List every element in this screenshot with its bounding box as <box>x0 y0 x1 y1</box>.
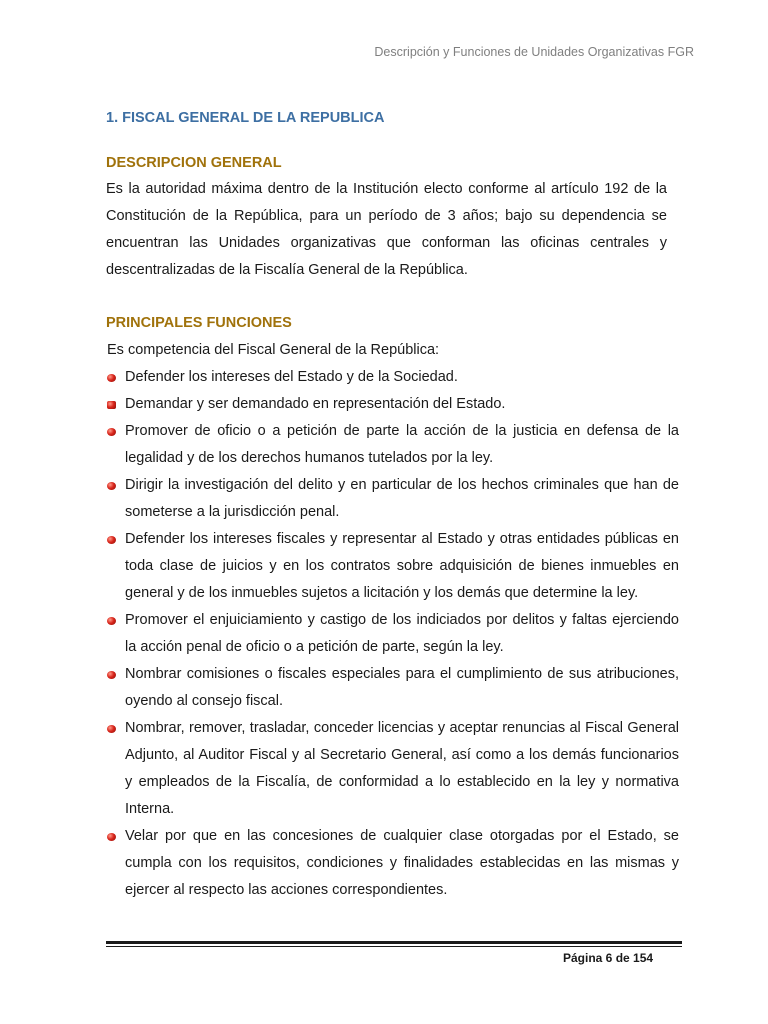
descripcion-heading: DESCRIPCION GENERAL <box>106 155 282 171</box>
funciones-heading: PRINCIPALES FUNCIONES <box>106 315 292 331</box>
red-bullet-icon <box>107 482 116 490</box>
running-header: Descripción y Funciones de Unidades Organizativas FGR <box>374 45 694 59</box>
list-item <box>106 823 679 904</box>
red-bullet-icon <box>107 833 116 841</box>
list-item-text: Dirigir la investigación del delito y en particular de los hechos criminales que han de someterse a la jurisdicción penal. <box>125 477 679 520</box>
list-item <box>106 391 679 418</box>
list-item-text: Defender los intereses fiscales y representar al Estado y otras entidades públicas en toda clase de juicios y en los contratos sobre adquisición de bienes inmuebles en general y de los inmuebles sujetos a licitación y los demás que determine la ley. <box>125 531 679 601</box>
list-item-text: Nombrar comisiones o fiscales especiales para el cumplimiento de sus atribuciones, oyendo al consejo fiscal. <box>125 666 679 709</box>
descripcion-paragraph: Es la autoridad máxima dentro de la Institución electo conforme al artículo 192 de la Constitución de la República, para un período de 3 años; bajo su dependencia se encuentran las Unidades organizativas que conforman las oficinas centrales y descentralizadas de la Fiscalía General de la República. <box>106 181 667 278</box>
list-item-text: Promover de oficio o a petición de parte la acción de la justicia en defensa de la legalidad y de los derechos humanos tutelados por la ley. <box>125 423 679 466</box>
red-bullet-icon <box>107 401 116 409</box>
red-bullet-icon <box>107 536 116 544</box>
list-item <box>106 418 679 472</box>
page-number: Página 6 de 154 <box>563 951 654 965</box>
list-item-text: Velar por que en las concesiones de cualquier clase otorgadas por el Estado, se cumpla con los requisitos, condiciones y finalidades establecidas en las mismas y ejercer al respecto las acciones correspondientes. <box>125 828 679 898</box>
list-item <box>106 607 679 661</box>
list-item <box>106 661 679 715</box>
funciones-intro: Es competencia del Fiscal General de la República: <box>107 342 440 358</box>
red-bullet-icon <box>107 428 116 436</box>
list-item-text: Demandar y ser demandado en representación del Estado. <box>125 396 506 412</box>
red-bullet-icon <box>107 725 116 733</box>
list-item-text: Promover el enjuiciamiento y castigo de los indiciados por delitos y faltas ejerciendo la acción penal de oficio o a petición de parte, según la ley. <box>125 612 679 655</box>
funciones-list <box>106 364 680 904</box>
list-item <box>106 364 679 391</box>
list-item-text: Defender los intereses del Estado y de la Sociedad. <box>125 369 458 385</box>
list-item <box>106 715 679 823</box>
footer-divider <box>106 941 682 944</box>
footer-divider-thin <box>106 946 682 947</box>
section-title: 1. FISCAL GENERAL DE LA REPUBLICA <box>106 110 385 126</box>
red-bullet-icon <box>107 671 116 679</box>
list-item <box>106 526 679 607</box>
red-bullet-icon <box>107 374 116 382</box>
list-item <box>106 472 679 526</box>
list-item-text: Nombrar, remover, trasladar, conceder licencias y aceptar renuncias al Fiscal General Adjunto, al Auditor Fiscal y al Secretario General, así como a los demás funcionarios y empleados de la Fiscalía, de conformidad a lo establecido en la ley y normativa Interna. <box>125 720 679 817</box>
red-bullet-icon <box>107 617 116 625</box>
